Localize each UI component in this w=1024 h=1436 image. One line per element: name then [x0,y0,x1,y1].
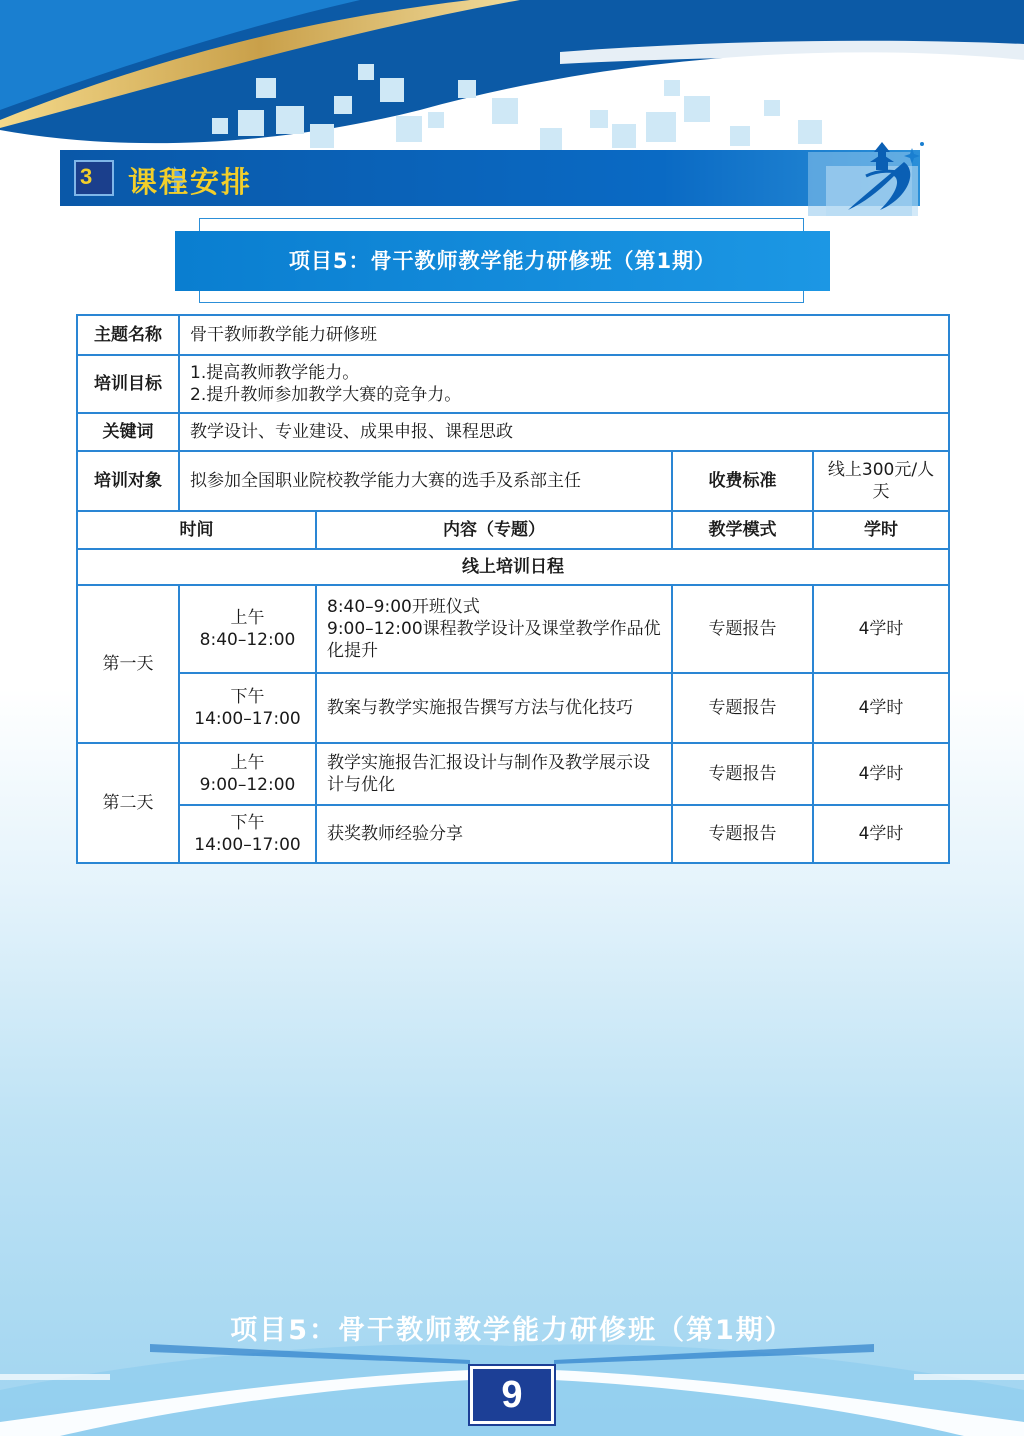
table-row [77,805,949,863]
session-time [179,585,316,673]
topic-value: 骨干教师教学能力研修班 [179,315,949,355]
keywords-label: 关键词 [77,413,179,451]
session-period: 下午 [230,687,265,707]
deco-square [238,110,264,136]
day-label: 第二天 [77,743,179,863]
session-content [316,585,672,673]
page-number-badge [470,1366,554,1424]
course-schedule-table [76,314,950,864]
section-title: 课程安排 [128,165,253,199]
deco-square [458,80,476,98]
keywords-value: 教学设计、专业建设、成果申报、课程思政 [179,413,949,451]
footer-title: 项目5：骨干教师教学能力研修班（第1期） [230,1315,794,1346]
session-hours-range: 9:00–12:00 [199,775,296,795]
session-credit: 4学时 [813,585,949,673]
session-content [316,673,672,743]
goal-line: 2.提升教师参加教学大赛的竞争力。 [190,385,462,405]
session-credit: 4学时 [813,743,949,805]
day-label: 第一天 [77,585,179,743]
session-credit: 4学时 [813,673,949,743]
deco-square [396,116,422,142]
pagoda-logo-icon [808,122,938,222]
table-row [77,673,949,743]
deco-square [684,96,710,122]
content-line: 获奖教师经验分享 [327,824,463,844]
deco-square [764,100,780,116]
deco-square [492,98,518,124]
deco-square [428,112,444,128]
session-hours-range: 14:00–17:00 [194,835,301,855]
table-row [77,413,949,451]
session-hours-range: 14:00–17:00 [194,709,301,729]
deco-square [212,118,228,134]
deco-square [358,64,374,80]
table-row [77,549,949,585]
session-period: 上午 [230,753,265,773]
table-row [77,743,949,805]
section-number-badge [74,160,114,196]
deco-square [256,78,276,98]
session-period: 下午 [230,813,265,833]
session-mode: 专题报告 [672,585,813,673]
deco-square [646,112,676,142]
session-time [179,673,316,743]
session-mode: 专题报告 [672,673,813,743]
header-mode: 教学模式 [672,511,813,549]
deco-square [334,96,352,114]
deco-square [730,126,750,146]
header-hours: 学时 [813,511,949,549]
header-time: 时间 [77,511,316,549]
goal-line: 1.提高教师教学能力。 [190,363,360,383]
deco-square [540,128,562,150]
audience-label: 培训对象 [77,451,179,511]
deco-square [612,124,636,148]
deco-square [310,124,334,148]
table-row [77,315,949,355]
session-time [179,805,316,863]
table-row [77,451,949,511]
table-header-row [77,511,949,549]
goal-label: 培训目标 [77,355,179,413]
session-period: 上午 [230,608,265,628]
fee-value: 线上300元/人天 [813,451,949,511]
session-mode: 专题报告 [672,743,813,805]
page-number: 9 [501,1374,523,1416]
project-banner-title: 项目5：骨干教师教学能力研修班（第1期） [175,231,830,291]
content-line: 教学实施报告汇报设计与制作及教学展示设计与优化 [327,753,650,795]
session-mode: 专题报告 [672,805,813,863]
fee-label: 收费标准 [672,451,813,511]
session-time [179,743,316,805]
header-content: 内容（专题） [316,511,672,549]
table-row [77,355,949,413]
topic-label: 主题名称 [77,315,179,355]
table-row [77,585,949,673]
session-content [316,805,672,863]
session-content [316,743,672,805]
deco-square [590,110,608,128]
deco-square [664,80,680,96]
goal-value [179,355,949,413]
deco-square [380,78,404,102]
audience-value: 拟参加全国职业院校教学能力大赛的选手及系部主任 [179,451,672,511]
content-line: 教案与教学实施报告撰写方法与优化技巧 [327,698,633,718]
deco-square [276,106,304,134]
session-credit: 4学时 [813,805,949,863]
section-number: 3 [80,164,93,189]
content-line: 8:40–9:00开班仪式 [327,597,480,617]
session-hours-range: 8:40–12:00 [199,630,296,650]
online-schedule-title: 线上培训日程 [77,549,949,585]
content-line: 9:00–12:00课程教学设计及课堂教学作品优化提升 [327,619,661,661]
